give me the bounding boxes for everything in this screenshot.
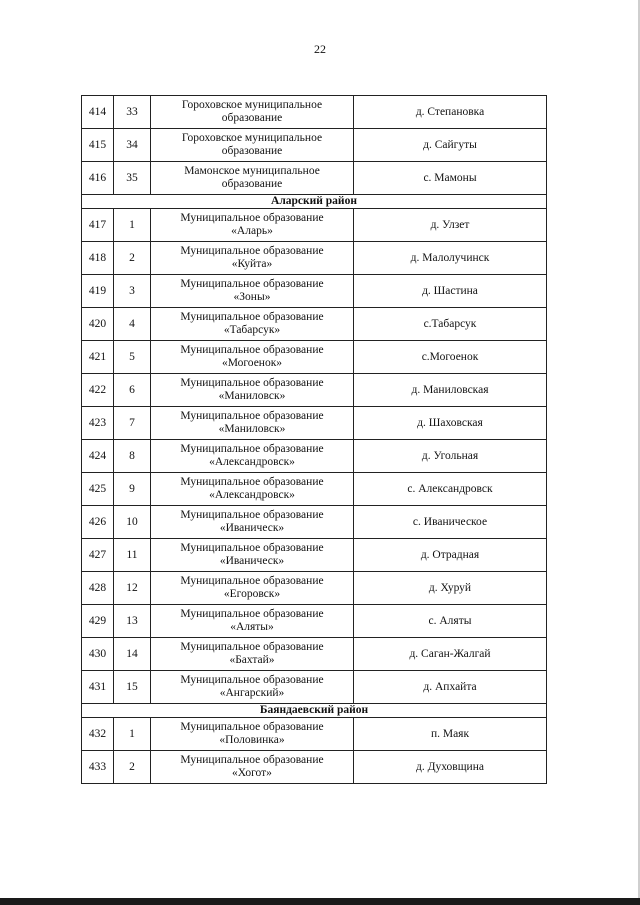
row-number: 415	[82, 129, 114, 162]
table-row	[82, 209, 547, 242]
table-row	[82, 473, 547, 506]
row-number: 416	[82, 162, 114, 195]
table-row	[82, 572, 547, 605]
row-number: 428	[82, 572, 114, 605]
municipality-line: Муниципальное образование	[180, 721, 324, 733]
settlement-cell: п. Маяк	[354, 718, 547, 751]
municipality-cell	[151, 671, 354, 704]
settlement-cell: с. Иваническое	[354, 506, 547, 539]
municipality-line: Муниципальное образование	[180, 754, 324, 766]
municipality-line: Муниципальное образование	[180, 344, 324, 356]
municipality-line: Муниципальное образование	[180, 311, 324, 323]
municipality-line: «Могоенок»	[221, 357, 283, 369]
municipality-line: «Иваническ»	[219, 555, 285, 567]
municipality-line: Муниципальное образование	[180, 641, 324, 653]
settlement-cell: с. Аляты	[354, 605, 547, 638]
district-row-number: 14	[114, 638, 151, 671]
settlement-cell: д. Шаховская	[354, 407, 547, 440]
municipality-line: «Зоны»	[233, 291, 271, 303]
municipality-line: Муниципальное образование	[180, 674, 324, 686]
municipality-line: Муниципальное образование	[180, 443, 324, 455]
table-body	[82, 96, 547, 784]
municipality-line: «Ангарский»	[219, 687, 285, 699]
row-number: 417	[82, 209, 114, 242]
row-number: 418	[82, 242, 114, 275]
district-row-number: 4	[114, 308, 151, 341]
municipality-cell	[151, 605, 354, 638]
municipality-line: Муниципальное образование	[180, 245, 324, 257]
municipality-line: Муниципальное образование	[180, 377, 324, 389]
settlement-cell: д. Маниловская	[354, 374, 547, 407]
municipality-cell	[151, 751, 354, 784]
district-row-number: 1	[114, 209, 151, 242]
district-row-number: 15	[114, 671, 151, 704]
municipality-cell	[151, 129, 354, 162]
row-number: 425	[82, 473, 114, 506]
row-number: 430	[82, 638, 114, 671]
municipality-cell	[151, 718, 354, 751]
municipality-line: Гороховское муниципальное	[181, 132, 323, 144]
municipality-line: Муниципальное образование	[180, 575, 324, 587]
table-row	[82, 539, 547, 572]
municipality-cell	[151, 506, 354, 539]
municipality-cell	[151, 539, 354, 572]
municipality-cell	[151, 572, 354, 605]
municipality-line: Муниципальное образование	[180, 542, 324, 554]
row-number: 414	[82, 96, 114, 129]
row-number: 431	[82, 671, 114, 704]
row-number: 427	[82, 539, 114, 572]
municipality-line: «Иваническ»	[219, 522, 285, 534]
municipality-line: «Александровск»	[209, 456, 295, 468]
settlement-cell: д. Улзет	[354, 209, 547, 242]
municipality-line: «Александровск»	[209, 489, 295, 501]
settlements-table	[81, 95, 547, 784]
settlement-cell: д. Шастина	[354, 275, 547, 308]
municipality-cell	[151, 473, 354, 506]
district-title: Аларский район	[82, 195, 547, 209]
table-row	[82, 162, 547, 195]
table-row	[82, 242, 547, 275]
settlement-cell: д. Хуруй	[354, 572, 547, 605]
settlement-cell: с.Могоенок	[354, 341, 547, 374]
settlement-cell: д. Саган-Жалгай	[354, 638, 547, 671]
municipality-line: Гороховское муниципальное	[181, 99, 323, 111]
row-number: 421	[82, 341, 114, 374]
municipality-line: «Аляты»	[230, 621, 274, 633]
municipality-line: образование	[221, 112, 283, 124]
table-row	[82, 341, 547, 374]
municipality-line: образование	[221, 178, 283, 190]
municipality-line: Муниципальное образование	[180, 476, 324, 488]
settlement-cell: с. Мамоны	[354, 162, 547, 195]
municipality-line: Муниципальное образование	[180, 278, 324, 290]
municipality-line: «Маниловск»	[218, 423, 286, 435]
district-header-row	[82, 704, 547, 718]
settlement-cell: д. Степановка	[354, 96, 547, 129]
table-row	[82, 308, 547, 341]
table-row	[82, 407, 547, 440]
municipality-line: «Аларь»	[231, 225, 273, 237]
municipality-line: «Куйта»	[231, 258, 273, 270]
district-row-number: 11	[114, 539, 151, 572]
municipality-line: «Егоровск»	[223, 588, 281, 600]
settlement-cell: д. Духовщина	[354, 751, 547, 784]
district-row-number: 2	[114, 242, 151, 275]
scan-edge-bottom	[0, 898, 640, 905]
settlement-cell: д. Малолучинск	[354, 242, 547, 275]
municipality-line: Муниципальное образование	[180, 212, 324, 224]
table-row	[82, 374, 547, 407]
municipality-line: «Маниловск»	[218, 390, 286, 402]
table-row	[82, 275, 547, 308]
row-number: 433	[82, 751, 114, 784]
municipality-line: «Хогот»	[232, 767, 272, 779]
district-row-number: 8	[114, 440, 151, 473]
municipality-cell	[151, 162, 354, 195]
table-row	[82, 129, 547, 162]
table-row	[82, 638, 547, 671]
settlement-cell: д. Отрадная	[354, 539, 547, 572]
district-row-number: 10	[114, 506, 151, 539]
settlement-cell: д. Угольная	[354, 440, 547, 473]
municipality-cell	[151, 440, 354, 473]
district-row-number: 2	[114, 751, 151, 784]
district-header-row	[82, 195, 547, 209]
municipality-cell	[151, 638, 354, 671]
settlement-cell: с.Табарсук	[354, 308, 547, 341]
district-row-number: 5	[114, 341, 151, 374]
district-row-number: 6	[114, 374, 151, 407]
row-number: 422	[82, 374, 114, 407]
district-row-number: 34	[114, 129, 151, 162]
municipality-cell	[151, 209, 354, 242]
row-number: 420	[82, 308, 114, 341]
table-row	[82, 751, 547, 784]
row-number: 419	[82, 275, 114, 308]
municipality-cell	[151, 308, 354, 341]
district-row-number: 9	[114, 473, 151, 506]
table-row	[82, 718, 547, 751]
table-row	[82, 96, 547, 129]
table-row	[82, 440, 547, 473]
settlement-cell: д. Апхайта	[354, 671, 547, 704]
municipality-cell	[151, 341, 354, 374]
municipality-line: Муниципальное образование	[180, 608, 324, 620]
municipality-line: «Бахтай»	[229, 654, 275, 666]
district-row-number: 3	[114, 275, 151, 308]
page-number: 22	[314, 42, 326, 56]
district-row-number: 13	[114, 605, 151, 638]
municipality-cell	[151, 407, 354, 440]
district-row-number: 12	[114, 572, 151, 605]
district-row-number: 7	[114, 407, 151, 440]
table-row	[82, 506, 547, 539]
district-row-number: 1	[114, 718, 151, 751]
municipality-line: «Половинка»	[219, 734, 285, 746]
municipality-line: образование	[221, 145, 283, 157]
row-number: 423	[82, 407, 114, 440]
municipality-cell	[151, 96, 354, 129]
row-number: 426	[82, 506, 114, 539]
table-row	[82, 671, 547, 704]
district-title: Баяндаевский район	[82, 704, 547, 718]
district-row-number: 35	[114, 162, 151, 195]
municipality-line: «Табарсук»	[223, 324, 281, 336]
row-number: 429	[82, 605, 114, 638]
municipality-line: Муниципальное образование	[180, 410, 324, 422]
settlement-cell: с. Александровск	[354, 473, 547, 506]
municipality-cell	[151, 275, 354, 308]
municipality-line: Мамонское муниципальное	[184, 165, 320, 177]
municipality-cell	[151, 374, 354, 407]
municipality-line: Муниципальное образование	[180, 509, 324, 521]
row-number: 432	[82, 718, 114, 751]
municipality-cell	[151, 242, 354, 275]
district-row-number: 33	[114, 96, 151, 129]
settlement-cell: д. Сайгуты	[354, 129, 547, 162]
row-number: 424	[82, 440, 114, 473]
table-row	[82, 605, 547, 638]
